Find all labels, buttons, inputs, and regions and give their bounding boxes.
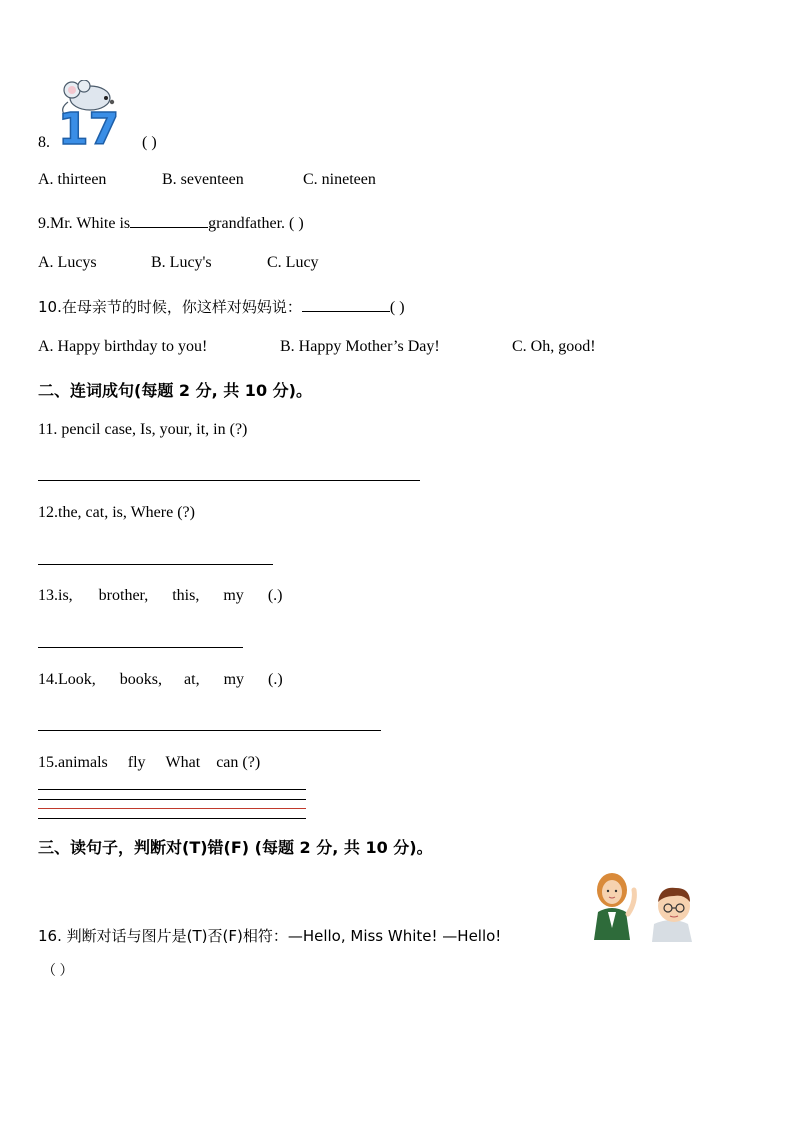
q10-paren: ( )	[389, 299, 405, 316]
q8-option-c: C. nineteen	[303, 171, 376, 188]
q15-line-2	[38, 799, 306, 800]
section3-title: 三、读句子，判断对(T)错(F) (每题 2 分, 共 10 分)。	[38, 838, 433, 857]
q15-word: 15.animals	[38, 754, 108, 771]
q9-answer-blank[interactable]	[130, 213, 208, 228]
q13-word: (.)	[267, 587, 283, 604]
q15-line-4	[38, 818, 306, 819]
q8-number: 8.	[38, 134, 50, 151]
q11-question: 11. pencil case, Is, your, it, in (?)	[38, 421, 248, 438]
q14-word: at,	[184, 671, 200, 688]
q13-word: my	[223, 587, 244, 604]
q11-answer-line[interactable]	[38, 480, 420, 481]
q14-word: my	[223, 671, 245, 688]
q10-option-a: A. Happy birthday to you!	[38, 338, 208, 355]
q8-answer-paren: ( )	[142, 134, 157, 151]
q14-word: (.)	[268, 671, 283, 688]
q9-option-b: B. Lucy's	[151, 254, 212, 271]
q10-prefix: 10.在母亲节的时候，你这样对妈妈说：	[38, 298, 302, 316]
q15-line-3	[38, 808, 306, 809]
q9-option-a: A. Lucys	[38, 254, 97, 271]
q10-option-c: C. Oh, good!	[512, 338, 596, 355]
q14-word: books,	[119, 671, 163, 688]
q9-suffix: grandfather. ( )	[208, 215, 304, 232]
q8-option-a: A. thirteen	[38, 171, 107, 188]
q13-word: 13.is,	[38, 587, 73, 604]
q15-word: fly	[127, 754, 146, 771]
q13-question	[38, 587, 282, 605]
q12-answer-line[interactable]	[38, 564, 273, 565]
q10-option-b: B. Happy Mother’s Day!	[280, 338, 440, 355]
q16-answer-paren: （ ）	[42, 964, 74, 979]
q13-word: brother,	[98, 587, 149, 604]
q14-word: 14.Look,	[38, 671, 96, 688]
q8-option-b: B. seventeen	[162, 171, 244, 188]
q13-word: this,	[172, 587, 200, 604]
mouse-seventeen-icon	[54, 80, 134, 148]
q13-answer-line[interactable]	[38, 647, 243, 648]
q9-option-c: C. Lucy	[267, 254, 319, 271]
q14-question	[38, 671, 283, 689]
svg-text:17: 17	[58, 104, 120, 148]
q8-picture	[54, 80, 134, 148]
q16-question	[38, 925, 501, 946]
q9-prefix: 9.Mr. White is	[38, 215, 131, 232]
q9-question	[38, 213, 304, 233]
q10-question	[38, 296, 405, 317]
q14-answer-line[interactable]	[38, 730, 381, 731]
q12-question: 12.the, cat, is, Where (?)	[38, 504, 195, 521]
q15-word: What	[165, 754, 201, 771]
q16-text: 16. 判断对话与图片是(T)否(F)相符：—Hello, Miss White! —Hello!	[38, 927, 502, 945]
q10-answer-blank[interactable]	[302, 297, 390, 312]
q15-word: can (?)	[216, 754, 261, 771]
section2-title: 二、连词成句(每题 2 分, 共 10 分)。	[38, 381, 312, 400]
q16-picture	[588, 868, 704, 942]
q15-question	[38, 754, 260, 772]
teacher-and-boy-icon	[588, 868, 704, 942]
q15-line-1	[38, 789, 306, 790]
